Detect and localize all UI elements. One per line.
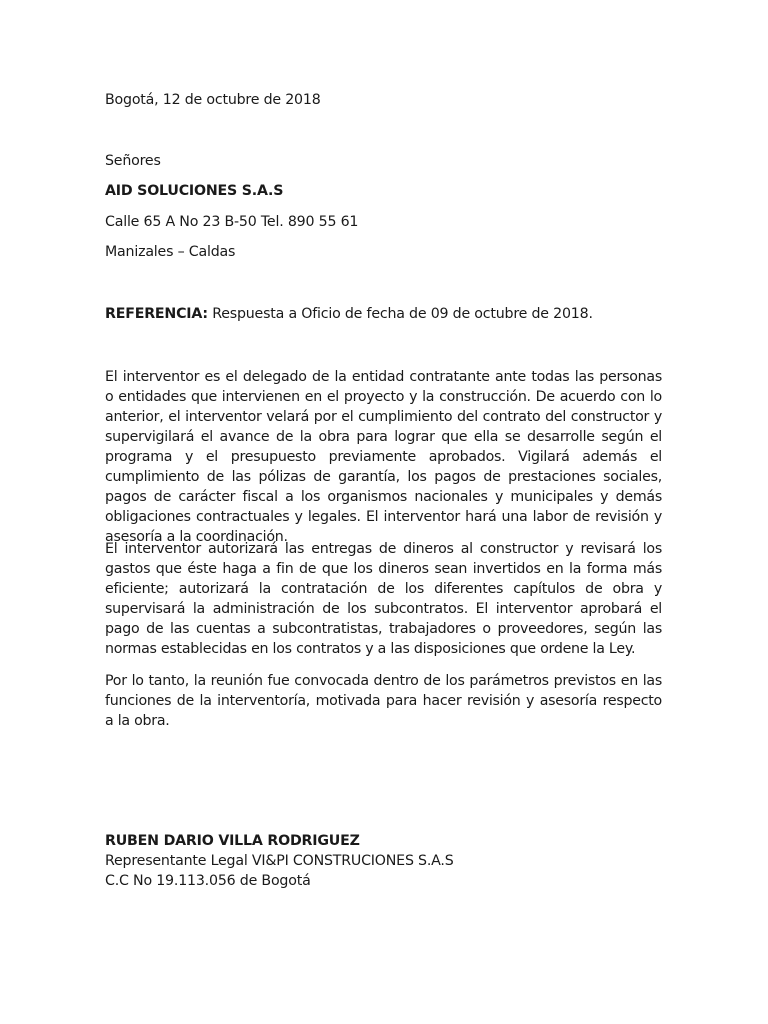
reference-line xyxy=(105,306,593,322)
recipient-city: Manizales – Caldas xyxy=(105,244,236,260)
signature-title: Representante Legal VI&PI CONSTRUCIONES S.A.S xyxy=(105,853,454,869)
body-paragraph-3: Por lo tanto, la reunión fue convocada dentro de los parámetros previstos en las funciones de la interventoría, motivada para hacer revisión y asesoría respecto a la obra. xyxy=(105,673,662,729)
recipient-company: AID SOLUCIONES S.A.S xyxy=(105,183,284,199)
salutation: Señores xyxy=(105,153,161,169)
date-line: Bogotá, 12 de octubre de 2018 xyxy=(105,92,321,108)
reference-text: Respuesta a Oficio de fecha de 09 de octubre de 2018. xyxy=(207,306,593,322)
recipient-address: Calle 65 A No 23 B-50 Tel. 890 55 61 xyxy=(105,214,359,230)
body-paragraph-2: El interventor autorizará las entregas de dineros al constructor y revisará los gastos que éste haga a fin de que los dineros sean invertidos en la forma más eficiente; autorizará la contratación de los diferentes capítulos de obra y supervisará la administración de los subcontratos. El interventor aprobará el pago de las cuentas a subcontratistas, trabajadores o proveedores, según las normas establecidas en los contratos y a las disposiciones que ordene la Ley. xyxy=(105,541,662,657)
signature-id: C.C No 19.113.056 de Bogotá xyxy=(105,873,311,889)
body-paragraph-1: El interventor es el delegado de la entidad contratante ante todas las personas o entidades que intervienen en el proyecto y la construcción. De acuerdo con lo anterior, el interventor velará por el cumplimiento del contrato del constructor y supervigilará el avance de la obra para lograr que ella se desarrolle según el programa y el presupuesto previamente aprobados. Vigilará además el cumplimiento de las pólizas de garantía, los pagos de prestaciones sociales, pagos de carácter fiscal a los organismos nacionales y municipales y demás obligaciones contractuales y legales. El interventor hará una labor de revisión y asesoría a la coordinación. xyxy=(105,369,662,545)
signature-name: RUBEN DARIO VILLA RODRIGUEZ xyxy=(105,833,360,849)
reference-label: REFERENCIA: xyxy=(105,306,208,322)
